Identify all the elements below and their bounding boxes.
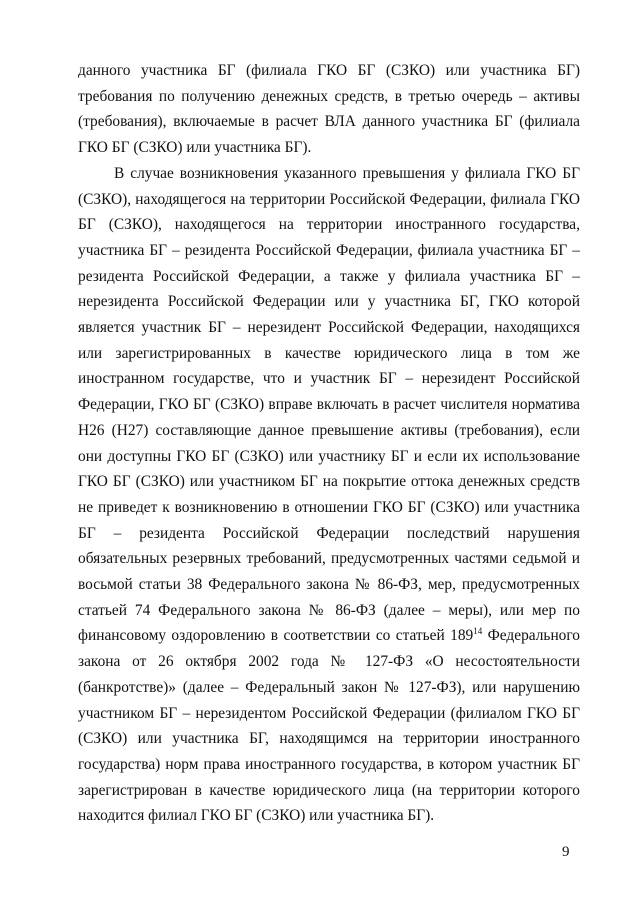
paragraph-1-text: данного участника БГ (филиала ГКО БГ (СЗКО) или участника БГ) требования по получению денежных средств, в третью очередь – активы (требования), включаемые в расчет ВЛА данного участника БГ (филиала ГКО БГ (СЗКО) или участника БГ). <box>78 62 580 157</box>
paragraph-main <box>78 161 580 829</box>
paragraph-2-text-part-2: Федерального закона от 26 октября 2002 года № 127-ФЗ «О несостоятельности (банкротстве)» (далее – Федеральный закон № 127-ФЗ), или нарушению участником БГ – нерезидентом Российской Федерации (филиалом ГКО БГ (СЗКО) или участника БГ, находящимся на территории иностранного государства) норм права иностранного государства, в котором участник БГ зарегистрирован в качестве юридического лица (на территории которого находится филиал ГКО БГ (СЗКО) или участника БГ). <box>78 627 580 825</box>
paragraph-2-text-part-1: В случае возникновения указанного превышения у филиала ГКО БГ (СЗКО), находящегося на территории Российской Федерации, филиала ГКО БГ (СЗКО), находящегося на территории иностранного государства, участника БГ – резидента Российской Федерации, филиала участника БГ – резидента Российской Федерации, а также у филиала участника БГ – нерезидента Российской Федерации или у участника БГ, ГКО которой является участник БГ – нерезидент Российской Федерации, находящихся или зарегистрированных в качестве юридического лица в том же иностранном государстве, что и участник БГ – нерезидент Российской Федерации, ГКО БГ (СЗКО) вправе включать в расчет числителя норматива Н26 (Н27) составляющие данное превышение активы (требования), если они доступны ГКО БГ (СЗКО) или участнику БГ и если их использование ГКО БГ (СЗКО) или участником БГ на покрытие оттока денежных средств не приведет к возникновению в отношении ГКО БГ (СЗКО) или участника БГ – резидента Российской Федерации последствий нарушения обязательных резервных требований, предусмотренных частями седьмой и восьмой статьи 38 Федерального закона № 86-ФЗ, мер, предусмотренных статьей 74 Федерального закона № 86-ФЗ (далее – меры), или мер по финансовому оздоровлению в соответствии со статьей 189 <box>78 164 580 645</box>
page-number: 9 <box>562 844 570 860</box>
paragraph-continuation <box>78 58 580 161</box>
body-text <box>78 58 580 829</box>
footnote-superscript: 14 <box>473 626 483 637</box>
